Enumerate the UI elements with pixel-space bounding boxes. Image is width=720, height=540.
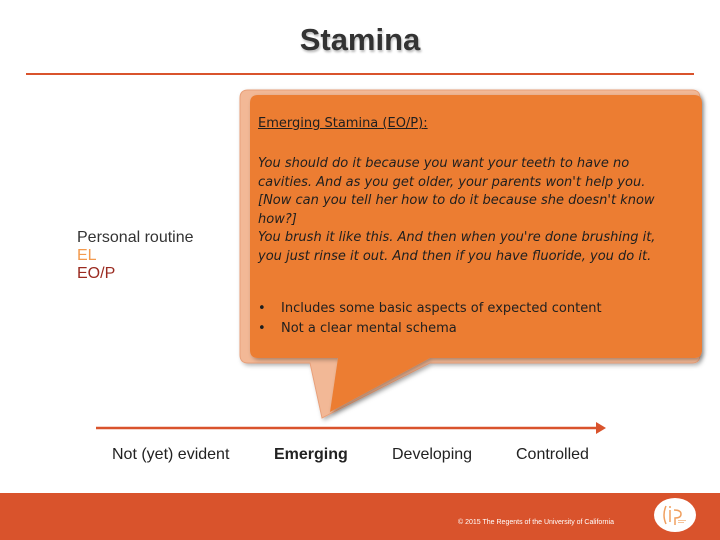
- callout-heading-text: Emerging Stamina (EO/P): [258, 116, 424, 131]
- label-eop: EO/P: [77, 265, 116, 282]
- bullet-icon: •: [258, 301, 266, 316]
- callout-quote: [258, 155, 688, 266]
- scale-label-not-yet-evident: Not (yet) evident: [112, 446, 230, 463]
- quote-line: how?]: [258, 211, 297, 227]
- slide-title: Stamina: [299, 22, 421, 57]
- quote-line: You brush it like this. And then when you're done brushing it,: [258, 230, 656, 245]
- university-logo: [654, 498, 696, 532]
- footer-bar: [0, 493, 720, 540]
- bullet-text: Not a clear mental schema: [281, 321, 457, 336]
- bullet-text: Includes some basic aspects of expected content: [281, 301, 602, 316]
- scale-axis-arrowhead: [596, 422, 606, 434]
- callout-heading: [258, 116, 428, 131]
- scale-label-controlled: Controlled: [516, 446, 589, 463]
- bullet-icon: •: [258, 321, 266, 336]
- quote-line: cavities. And as you get older, your parents won't help you.: [258, 174, 646, 190]
- callout-bullet-list: [258, 299, 602, 339]
- quote-line: [Now can you tell her how to do it because she doesn't know: [258, 193, 655, 208]
- bullet-item: [258, 299, 602, 319]
- label-el: EL: [77, 247, 97, 264]
- logo-icon: [654, 498, 696, 532]
- callout-heading-suffix: :: [423, 116, 428, 131]
- label-personal-routine: Personal routine: [77, 229, 194, 246]
- quote-line: you just rinse it out. And then if you have fluoride, you do it.: [258, 248, 652, 264]
- quote-line: You should do it because you want your teeth to have no: [258, 156, 630, 171]
- bullet-item: [258, 319, 602, 339]
- copyright-text: © 2015 The Regents of the University of California: [458, 519, 614, 526]
- scale-label-developing: Developing: [392, 446, 473, 463]
- scale-label-emerging: Emerging: [274, 446, 348, 463]
